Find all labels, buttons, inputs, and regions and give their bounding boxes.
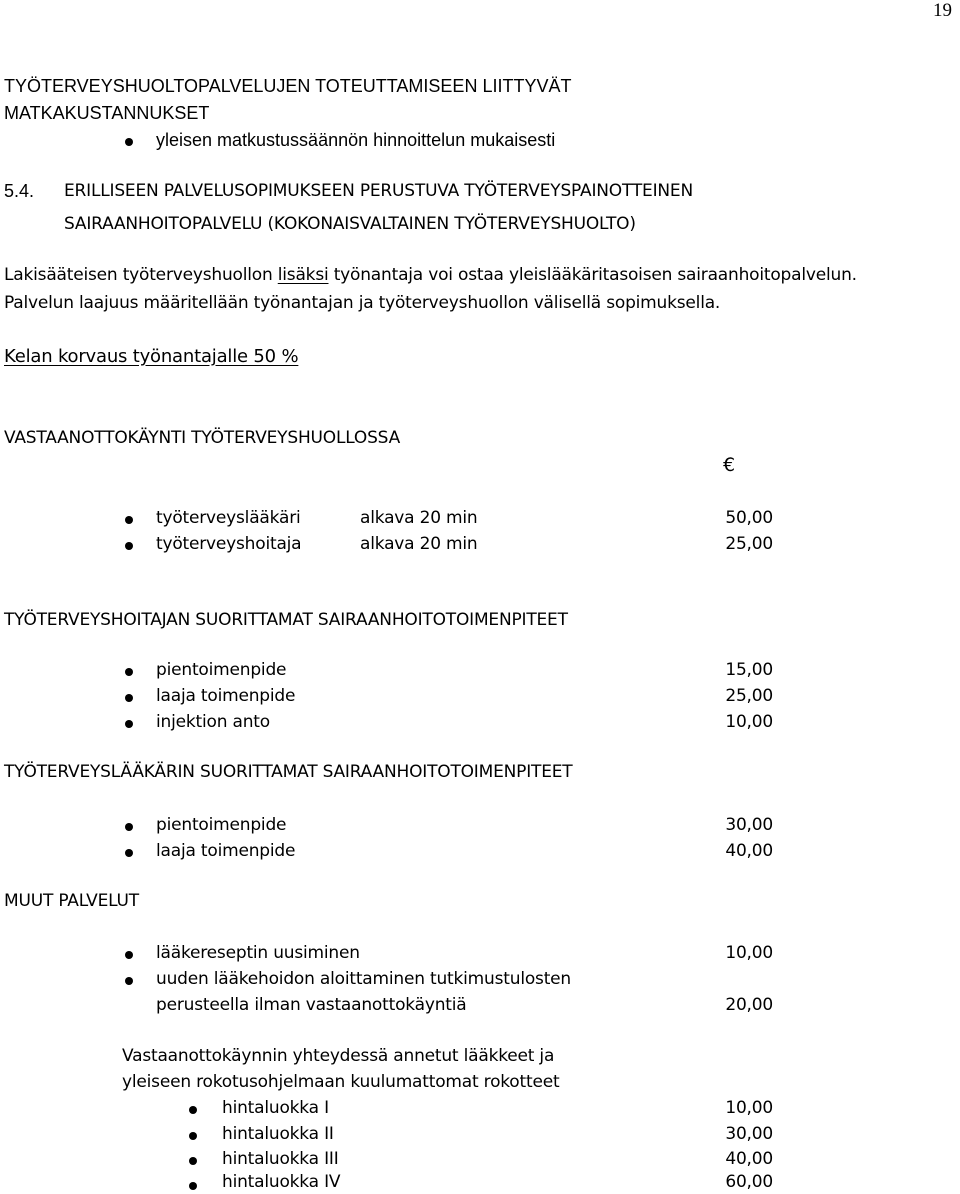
doctor-row-price: 40,00 xyxy=(725,841,773,861)
bullet-icon xyxy=(125,542,133,550)
bullet-icon xyxy=(125,849,133,857)
visit-row-label: työterveyslääkäri xyxy=(156,508,301,528)
price-class-price: 60,00 xyxy=(725,1172,773,1192)
visit-heading: VASTAANOTTOKÄYNTI TYÖTERVEYSHUOLLOSSA xyxy=(4,428,400,448)
bullet-icon xyxy=(189,1132,197,1140)
para1-after: työnantaja voi ostaa yleislääkäritasoisen sairaanhoitopalvelun. xyxy=(328,265,857,285)
other-row-label-line1: uuden lääkehoidon aloittaminen tutkimustulosten xyxy=(156,969,571,989)
doctor-procedures-heading: TYÖTERVEYSLÄÄKÄRIN SUORITTAMAT SAIRAANHOITOTOIMENPITEET xyxy=(4,762,573,782)
bullet-icon xyxy=(125,668,133,676)
nurse-row-price: 15,00 xyxy=(725,660,773,680)
euro-icon: € xyxy=(723,454,735,476)
nurse-row-price: 25,00 xyxy=(725,686,773,706)
other-row-label: lääkereseptin uusiminen xyxy=(156,943,360,963)
bullet-icon xyxy=(189,1182,197,1190)
travel-costs-bullet: yleisen matkustussäännön hinnoittelun mukaisesti xyxy=(156,130,556,150)
other-row-price: 10,00 xyxy=(725,943,773,963)
bullet-icon xyxy=(125,138,133,146)
other-row-price: 20,00 xyxy=(725,995,773,1015)
visit-row-duration: alkava 20 min xyxy=(360,508,478,528)
visit-row-price: 50,00 xyxy=(725,508,773,528)
price-class-label: hintaluokka IV xyxy=(222,1172,341,1192)
page-number: 19 xyxy=(933,0,952,21)
nurse-row-label: pientoimenpide xyxy=(156,660,287,680)
nurse-row-label: laaja toimenpide xyxy=(156,686,296,706)
nurse-row-price: 10,00 xyxy=(725,712,773,732)
section-number: 5.4. xyxy=(4,181,35,201)
price-class-label: hintaluokka II xyxy=(222,1124,334,1144)
other-row-label-line2: perusteella ilman vastaanottokäyntiä xyxy=(156,995,467,1015)
travel-costs-title-line1: TYÖTERVEYSHUOLTOPALVELUJEN TOTEUTTAMISEEN LIITTYVÄT xyxy=(4,76,572,96)
bullet-icon xyxy=(125,516,133,524)
bullet-icon xyxy=(125,951,133,959)
price-class-label: hintaluokka I xyxy=(222,1098,329,1118)
section-heading-line2: SAIRAANHOITOPALVELU (KOKONAISVALTAINEN TYÖTERVEYSHUOLTO) xyxy=(64,214,636,234)
visit-row-duration: alkava 20 min xyxy=(360,534,478,554)
price-class-price: 40,00 xyxy=(725,1149,773,1169)
nurse-row-label: injektion anto xyxy=(156,712,270,732)
bullet-icon xyxy=(189,1157,197,1165)
bullet-icon xyxy=(125,720,133,728)
section-paragraph-1 xyxy=(4,265,857,285)
bullet-icon xyxy=(125,977,133,985)
para1-before: Lakisääteisen työterveyshuollon xyxy=(4,265,278,285)
bullet-icon xyxy=(189,1106,197,1114)
doctor-row-label: laaja toimenpide xyxy=(156,841,296,861)
section-paragraph-2: Palvelun laajuus määritellään työnantajan ja työterveyshuollon välisellä sopimuksella. xyxy=(4,293,721,313)
price-class-price: 10,00 xyxy=(725,1098,773,1118)
visit-row-label: työterveyshoitaja xyxy=(156,534,302,554)
nurse-procedures-heading: TYÖTERVEYSHOITAJAN SUORITTAMAT SAIRAANHOITOTOIMENPITEET xyxy=(4,610,568,630)
vaccine-note-line1: Vastaanottokäynnin yhteydessä annetut lääkkeet ja xyxy=(122,1046,555,1066)
price-class-label: hintaluokka III xyxy=(222,1149,339,1169)
bullet-icon xyxy=(125,823,133,831)
section-heading-line1: ERILLISEEN PALVELUSOPIMUKSEEN PERUSTUVA TYÖTERVEYSPAINOTTEINEN xyxy=(64,181,693,201)
doctor-row-label: pientoimenpide xyxy=(156,815,287,835)
travel-costs-title-line2: MATKAKUSTANNUKSET xyxy=(4,103,210,123)
doctor-row-price: 30,00 xyxy=(725,815,773,835)
price-class-price: 30,00 xyxy=(725,1124,773,1144)
kela-reimbursement: Kelan korvaus työnantajalle 50 % xyxy=(4,346,299,367)
vaccine-note-line2: yleiseen rokotusohjelmaan kuulumattomat rokotteet xyxy=(122,1072,560,1092)
visit-row-price: 25,00 xyxy=(725,534,773,554)
para1-underlined: lisäksi xyxy=(277,265,329,285)
other-services-heading: MUUT PALVELUT xyxy=(4,891,139,911)
bullet-icon xyxy=(125,694,133,702)
